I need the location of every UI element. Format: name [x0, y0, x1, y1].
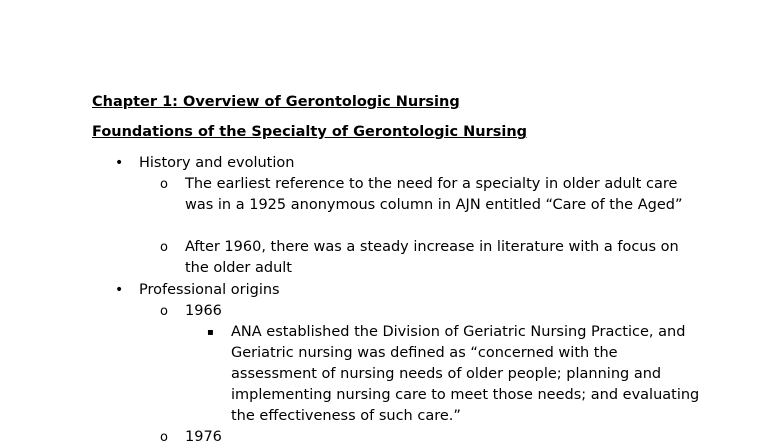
bullet-marker: o	[160, 304, 168, 319]
list-item-history: History and evolution	[139, 155, 295, 171]
chapter-title: Chapter 1: Overview of Gerontologic Nursing	[92, 94, 460, 110]
list-item-professional-origins: Professional origins	[139, 282, 280, 298]
list-item-ana-division: ANA established the Division of Geriatric Nursing Practice, and Geriatric nursing was defined as “concerned with the assessment of nursing needs of older people; planning and implementing nursing care to meet those needs; and evaluating the effectiveness of such care.”	[231, 324, 700, 424]
bullet-marker: ▪	[207, 327, 214, 338]
bullet-marker: o	[160, 177, 168, 192]
bullet-marker: •	[115, 282, 124, 298]
bullet-marker: •	[115, 155, 124, 171]
list-item-1976: 1976	[185, 429, 222, 441]
list-item-earliest-reference: The earliest reference to the need for a specialty in older adult care was in a 1925 anonymous column in AJN entitled “Care of the Aged”	[185, 176, 683, 213]
list-item-after-1960: After 1960, there was a steady increase in literature with a focus on the older adult	[185, 239, 679, 276]
bullet-marker: o	[160, 430, 168, 441]
section-title: Foundations of the Specialty of Gerontologic Nursing	[92, 124, 528, 140]
list-item-1966: 1966	[185, 303, 222, 319]
bullet-marker: o	[160, 240, 168, 255]
